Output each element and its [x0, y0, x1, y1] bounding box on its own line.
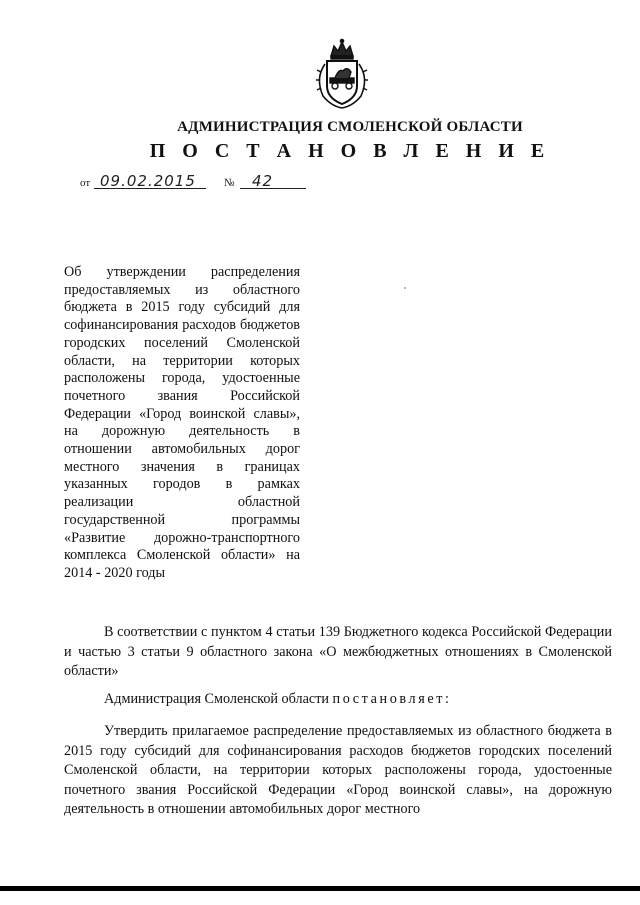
scan-speck	[404, 287, 406, 289]
resolution-lead: Администрация Смоленской области	[104, 691, 333, 707]
resolution-paragraph	[64, 690, 612, 710]
operative-paragraph: Утвердить прилагаемое распределение предоставляемых из областного бюджета в 2015 году субсидий для софинансирования расходов бюджетов городских поселений Смоленской области, на территории которых расположены города, удостоенные почетного звания Российской Федерации «Город воинской славы», на дорожную деятельность в отношении автомобильных дорог местного	[64, 723, 612, 817]
document-subject: Об утверждении распределения предоставляемых из областного бюджета в 2015 году субсидий для софинансирования расходов бюджетов городских поселений Смоленской области, на территории которых расположены города, удостоенные почетного звания Российской Федерации «Город воинской славы», на дорожную деятельность в отношении автомобильных дорог местного значения в границах указанных городов в рамках реализации областной государственной программы «Развитие дорожно-транспортного комплекса Смоленской области» на 2014 - 2020 годы	[64, 264, 300, 581]
resolution-verb: постановляет:	[332, 691, 452, 707]
date-label: от	[80, 177, 91, 189]
date-value: 09.02.2015	[100, 172, 196, 190]
coat-of-arms-emblem	[309, 38, 375, 110]
number-label: №	[224, 177, 235, 189]
document-type-title: П О С Т А Н О В Л Е Н И Е	[149, 140, 551, 162]
preamble-paragraph: В соответствии с пунктом 4 статьи 139 Бюджетного кодекса Российской Федерации и частью 3 статьи 9 областного закона «О межбюджетных отношениях в Смоленской области»	[64, 624, 612, 679]
page-bottom-border	[0, 886, 640, 891]
organization-name: АДМИНИСТРАЦИЯ СМОЛЕНСКОЙ ОБЛАСТИ	[177, 119, 523, 135]
number-value: 42	[252, 172, 274, 190]
